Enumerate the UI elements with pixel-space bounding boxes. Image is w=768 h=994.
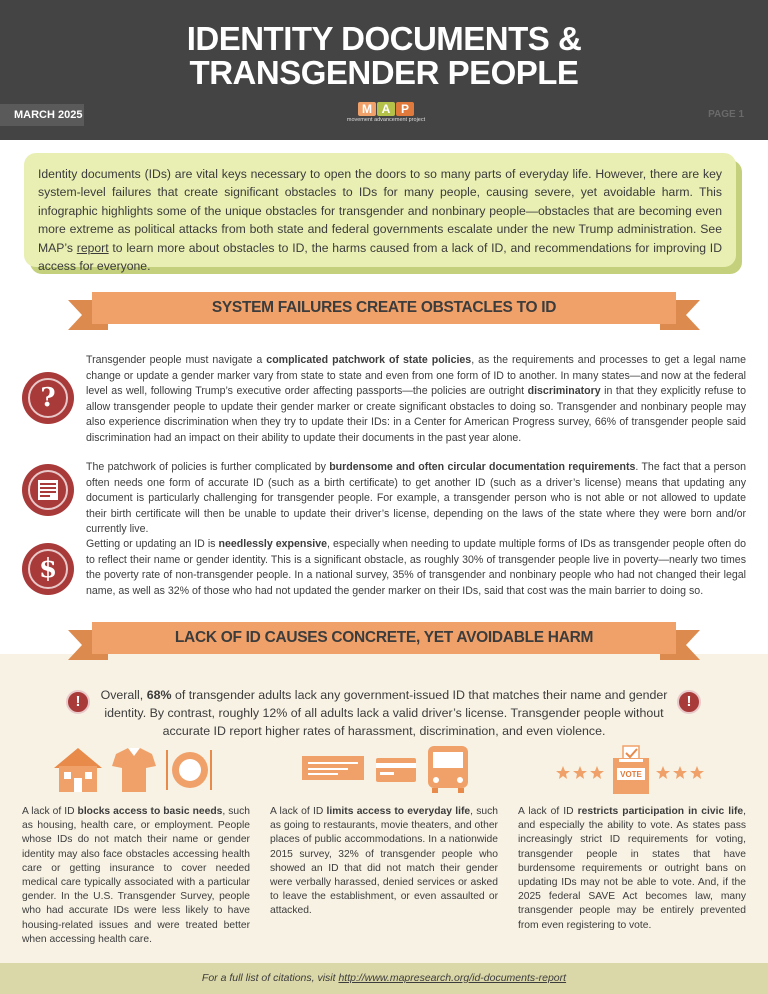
dollar-icon: $ [22, 543, 74, 595]
plate-icon [166, 750, 212, 790]
obstacle-paragraph-2: The patchwork of policies is further complicated by burdensome and often circular documentation requirements. The fact that a person often needs one form of accurate ID (such as a birth certificate) to get another ID (such as a driver’s license) means that updating any document is particularly challenging for transgender people. For example, a transgender person who is not able or not allowed to update their birth certificate will then be unable to update their driver’s license, depending on the laws of the state where they were born and/or currently live. [86, 461, 746, 536]
citations-link[interactable]: http://www.mapresearch.org/id-documents-report [338, 972, 567, 984]
intro-text-2: to learn more about obstacles to ID, the harms caused from a lack of ID, and recommendations for improving ID access for everyone. [38, 240, 722, 274]
title-line-1: IDENTITY DOCUMENTS & [186, 20, 582, 57]
section-heading-obstacles: SYSTEM FAILURES CREATE OBSTACLES TO ID [92, 292, 676, 324]
bus-icon [428, 746, 468, 793]
harm-column-basic-needs: A lack of ID blocks access to basic needs, such as housing, health care, or employment. People whose IDs do not match their name or gender identity may also face obstacles accessing health care or getting insurance to cover needed medical care typically associated with a particular gender. In the U.S. Transgender Survey, people who had accurate IDs were less likely to have housing-related issues and were treated better when accessing health care. [22, 806, 250, 945]
alert-icon-left: ! [66, 690, 90, 714]
section-ribbon-obstacles [92, 292, 676, 330]
credit-card-icon [376, 758, 416, 782]
page-title [0, 22, 768, 90]
question-icon: ? [22, 372, 74, 424]
footer-citation: For a full list of citations, visit http://www.mapresearch.org/id-documents-report [0, 963, 768, 994]
intro-box [24, 153, 736, 274]
section-heading-harm: LACK OF ID CAUSES CONCRETE, YET AVOIDABLE HARM [92, 622, 676, 654]
page-number: PAGE 1 [708, 109, 744, 120]
basic-needs-illustration [52, 746, 212, 794]
shirt-icon [112, 748, 156, 792]
ticket-icon [302, 756, 364, 780]
vote-label: VOTE [620, 770, 642, 779]
everyday-life-illustration [300, 744, 472, 794]
title-line-2: TRANSGENDER PEOPLE [189, 54, 579, 91]
logo-letter-m: M [358, 102, 376, 116]
map-logo [344, 102, 428, 128]
alert-icon-right: ! [677, 690, 701, 714]
logo-letter-p: P [396, 102, 414, 116]
civic-life-illustration [555, 744, 705, 796]
logo-letter-a: A [377, 102, 395, 116]
document-icon [22, 464, 74, 516]
obstacle-paragraph-3: Getting or updating an ID is needlessly expensive, especially when needing to update multiple forms of IDs as transgender people often do to reflect their name or gender identity. This is a significant obstacle, as roughly 30% of transgender people live in poverty—nearly two times the poverty rate of non-transgender people. In a national survey, 35% of transgender and nonbinary people who had not changed their legal name, as well as 32% of those who had not updated the gender marker on their IDs, said that cost was the main barrier to doing so. [86, 538, 746, 597]
date-label: MARCH 2025 [0, 104, 84, 126]
obstacle-paragraph-1: Transgender people must navigate a complicated patchwork of state policies, as the requirements and processes to get a legal name change or update a gender marker vary from state to state and even from one form of ID to another. In many states—and now at the federal level as well, following Trump’s executive order affecting passports—the policies are outright discriminatory in that they explicitly refuse to allow transgender people to update their gender marker or create significant obstacles to doing so. Transgender and nonbinary people may also experience discrimination when they try to update their IDs: in a Center for American Progress survey, 66% of transgender people said discrimination had an impact on their ability to update their documents in the past year alone. [86, 354, 746, 444]
harm-column-civic-life: A lack of ID restricts participation in civic life, and especially the ability to vote. As states pass increasingly strict ID requirements for voting, transgender people in states that have burdensome requirements or outright bans on updating IDs may not be able to vote. And, if the 2025 federal SAVE Act becomes law, many transgender people may be entirely prevented from even registering to vote. [518, 806, 746, 931]
statistic-callout: Overall, 68% of transgender adults lack any government-issued ID that matches their name and gender identity. By contrast, roughly 12% of all adults lack a valid driver’s license. Transgender people without accurate ID report higher rates of harassment, discrimination, and even violence. [100, 688, 668, 738]
report-link[interactable]: report [76, 240, 109, 255]
harm-column-everyday-life: A lack of ID limits access to everyday life, such as going to restaurants, movie theaters, and other places of public accommodations. In a nationwide 2015 survey, 32% of transgender people who showed an ID that did not match their gender were verbally harassed, denied services or asked to leave the establishment, or even assaulted or attacked. [270, 806, 498, 917]
house-icon [54, 748, 102, 792]
intro-text-1: Identity documents (IDs) are vital keys necessary to open the doors to so many parts of everyday life. However, there are key system-level failures that create significant obstacles to IDs for many people, causing severe, yet avoidable harm. This infographic highlights some of the unique obstacles for transgender and nonbinary people—obstacles that are becoming even more extreme as political attacks from both state and federal governments escalate under the new Trump administration. See MAP’s [38, 167, 722, 255]
header-banner [0, 0, 768, 140]
logo-subtitle: movement advancement project [346, 117, 426, 123]
section-ribbon-harm [92, 622, 676, 660]
